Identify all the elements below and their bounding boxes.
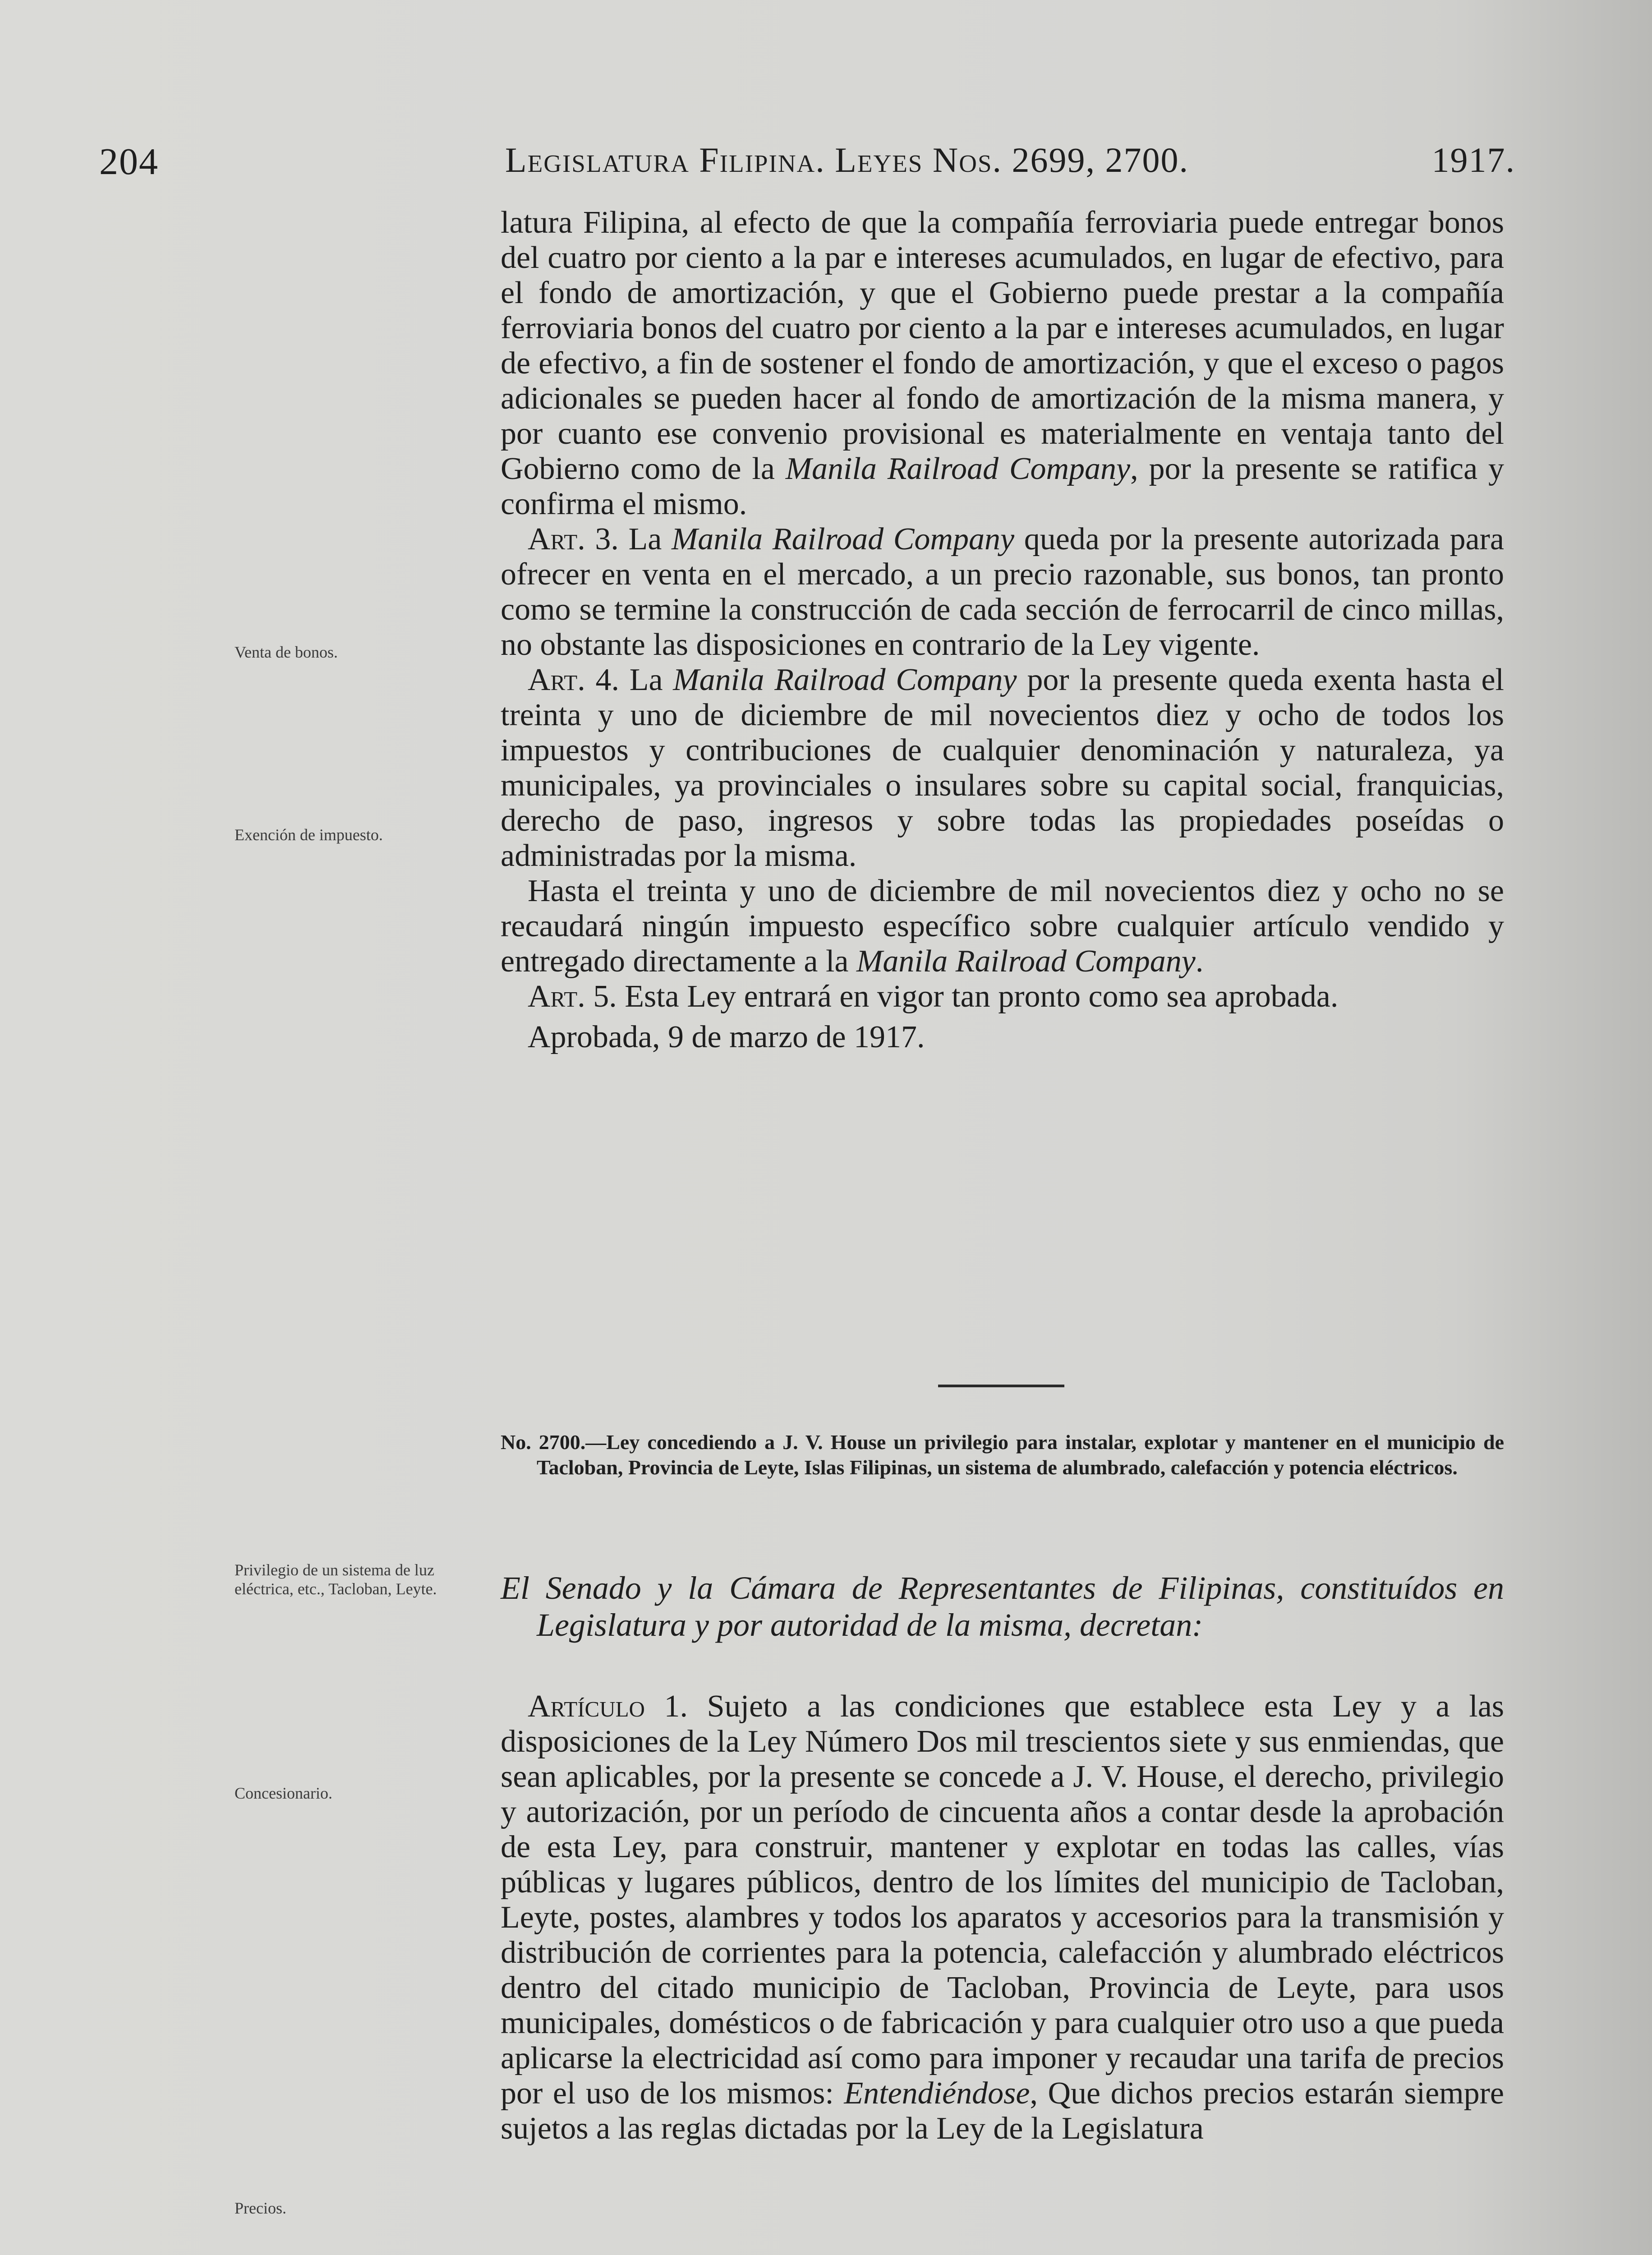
proviso-word: Entendiéndose <box>844 2076 1030 2111</box>
company-name: Manila Railroad Company <box>785 451 1131 486</box>
act-2700-summary: No. 2700.—Ley concediendo a J. V. House un privilegio para instalar, explotar y mantener en el municipio de Tacloban, Provincia de Leyte, Islas Filipinas, un sistema de alumbrado, calefacción y potencia eléctricos. <box>501 1431 1504 1479</box>
law-2699-text <box>501 205 1504 1055</box>
article-label: Art. 3. <box>528 522 619 557</box>
page-header <box>90 131 1515 185</box>
company-name: Manila Railroad Company <box>856 944 1196 979</box>
paragraph-hasta: Hasta el treinta y uno de diciembre de mil novecientos diez y ocho no se recaudará ningún impuesto específico sobre cualquier artículo vendido y entregado directamente a la Manila Railroad Company. <box>501 874 1504 979</box>
company-name: Manila Railroad Company <box>671 522 1015 557</box>
margin-note-exencion: Exención de impuesto. <box>235 826 383 844</box>
margin-note-venta: Venta de bonos. <box>235 643 338 661</box>
article-label: Art. 4. <box>528 663 619 697</box>
running-title: Legislatura Filipina. Leyes Nos. 2699, 2700. <box>505 140 1189 179</box>
enacting-clause: El Senado y la Cámara de Representantes de Filipinas, constituídos en Legislatura y por autoridad de la misma, decretan: <box>501 1570 1504 1643</box>
article-5: Art. 5. Esta Ley entrará en vigor tan pronto como sea aprobada. <box>528 979 1339 1014</box>
paragraph-intro: latura Filipina, al efecto de que la compañía ferroviaria puede entregar bonos del cuatro por ciento a la par e intereses acumulados, en lugar de efectivo, para el fondo de amortización, y que el Gobierno puede prestar a la compañía ferroviaria bonos del cuatro por ciento a la par e intereses acumulados, en lugar de efectivo, a fin de sostener el fondo de amortización, y que el exceso o pagos adicionales se pueden hacer al fondo de amortización de la misma manera, y por cuanto ese convenio provisional es materialmente en ventaja tanto del Gobierno como de la Manila Railroad Company, por la presente se ratifica y confirma el mismo. <box>501 205 1504 521</box>
page-number: 204 <box>99 141 159 183</box>
running-year: 1917. <box>1431 140 1515 179</box>
company-name: Manila Railroad Company <box>673 663 1017 697</box>
margin-note-privilegio: Privilegio de un sistema de luz eléctrica, etc., Tacloban, Leyte. <box>235 1561 437 1598</box>
article-3: Art. 3. La Manila Railroad Company queda por la presente autorizada para ofrecer en venta en el mercado, a un precio razonable, sus bonos, tan pronto como se termine la construcción de cada sección de ferrocarril de cinco millas, no obstante las disposiciones en contrario de la Ley vigente. <box>501 522 1504 662</box>
article-4: Art. 4. La Manila Railroad Company por la presente queda exenta hasta el treinta y uno de diciembre de mil novecientos diez y ocho de todos los impuestos y contribuciones de cualquier denominación y naturaleza, ya municipales, ya provinciales o insulares sobre su capital social, franquicias, derecho de paso, ingresos y sobre todas las propiedades poseídas o administradas por la misma. <box>501 663 1504 873</box>
article-label: Artículo 1. <box>528 1689 688 1724</box>
article-label: Art. 5. <box>528 979 617 1014</box>
margin-note-precios: Precios. <box>235 2199 286 2217</box>
section-divider <box>938 1385 1064 1387</box>
margin-note-concesionario: Concesionario. <box>235 1784 332 1802</box>
approval-date: Aprobada, 9 de marzo de 1917. <box>528 1020 925 1054</box>
act-2700-article-1: Artículo 1. Sujeto a las condiciones que establece esta Ley y a las disposiciones de la Ley Número Dos mil trescientos siete y sus enmiendas, que sean aplicables, por la presente se concede a J. V. House, el derecho, privilegio y autorización, por un período de cincuenta años a contar desde la aprobación de esta Ley, para construir, mantener y explotar en todas las calles, vías públicas y lugares públicos, dentro de los límites del municipio de Tacloban, Leyte, postes, alambres y todos los aparatos y accesorios para la transmisión y distribución de corrientes para la potencia, calefacción y alumbrado eléctricos dentro del citado municipio de Tacloban, Provincia de Leyte, para usos municipales, domésticos o de fabricación y para cualquier otro uso a que pueda aplicarse la electricidad así como para imponer y recaudar una tarifa de precios por el uso de los mismos: Entendiéndose, Que dichos precios estarán siempre sujetos a las reglas dictadas por la Ley de la Legislatura <box>501 1689 1505 2146</box>
